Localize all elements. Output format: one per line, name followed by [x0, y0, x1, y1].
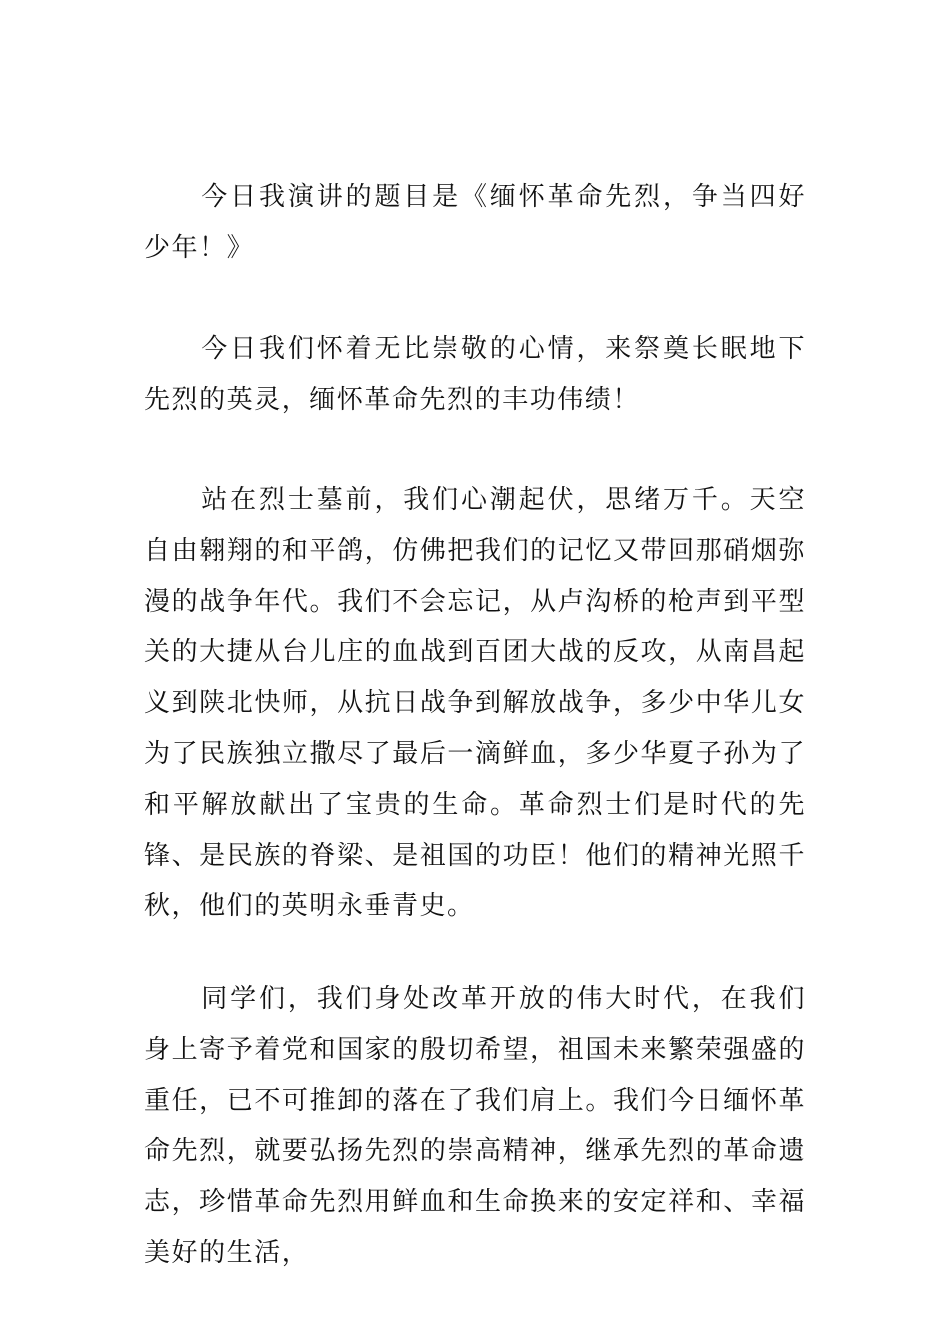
paragraph-text: 今日我演讲的题目是《缅怀革命先烈，争当四好少年！》	[144, 182, 806, 263]
paragraph-text: 站在烈士墓前，我们心潮起伏，思绪万千。天空自由翱翔的和平鸽，仿佛把我们的记忆又带回那硝烟弥漫的战争年代。我们不会忘记，从卢沟桥的枪声到平型关的大捷从台儿庄的血战到百团大战的反攻，从南昌起义到陕北快师，从抗日战争到解放战争，多少中华儿女为了民族独立撒尽了最后一滴鲜血，多少华夏子孙为了和平解放献出了宝贵的生命。革命烈士们是时代的先锋、是民族的脊梁、是祖国的功臣！他们的精神光照千秋，他们的英明永垂青史。	[144, 485, 806, 922]
paragraph-opening	[144, 324, 806, 426]
paragraph-students	[144, 974, 806, 1279]
paragraph-text: 同学们，我们身处改革开放的伟大时代，在我们身上寄予着党和国家的殷切希望，祖国未来繁荣强盛的重任，已不可推卸的落在了我们肩上。我们今日缅怀革命先烈，就要弘扬先烈的崇高精神，继承先烈的革命遗志，珍惜革命先烈用鲜血和生命换来的安定祥和、幸福美好的生活，	[144, 984, 806, 1268]
paragraph-memorial	[144, 475, 806, 932]
paragraph-text: 今日我们怀着无比崇敬的心情，来祭奠长眠地下先烈的英灵，缅怀革命先烈的丰功伟绩！	[144, 334, 806, 415]
paragraph-speech-title	[144, 172, 806, 274]
